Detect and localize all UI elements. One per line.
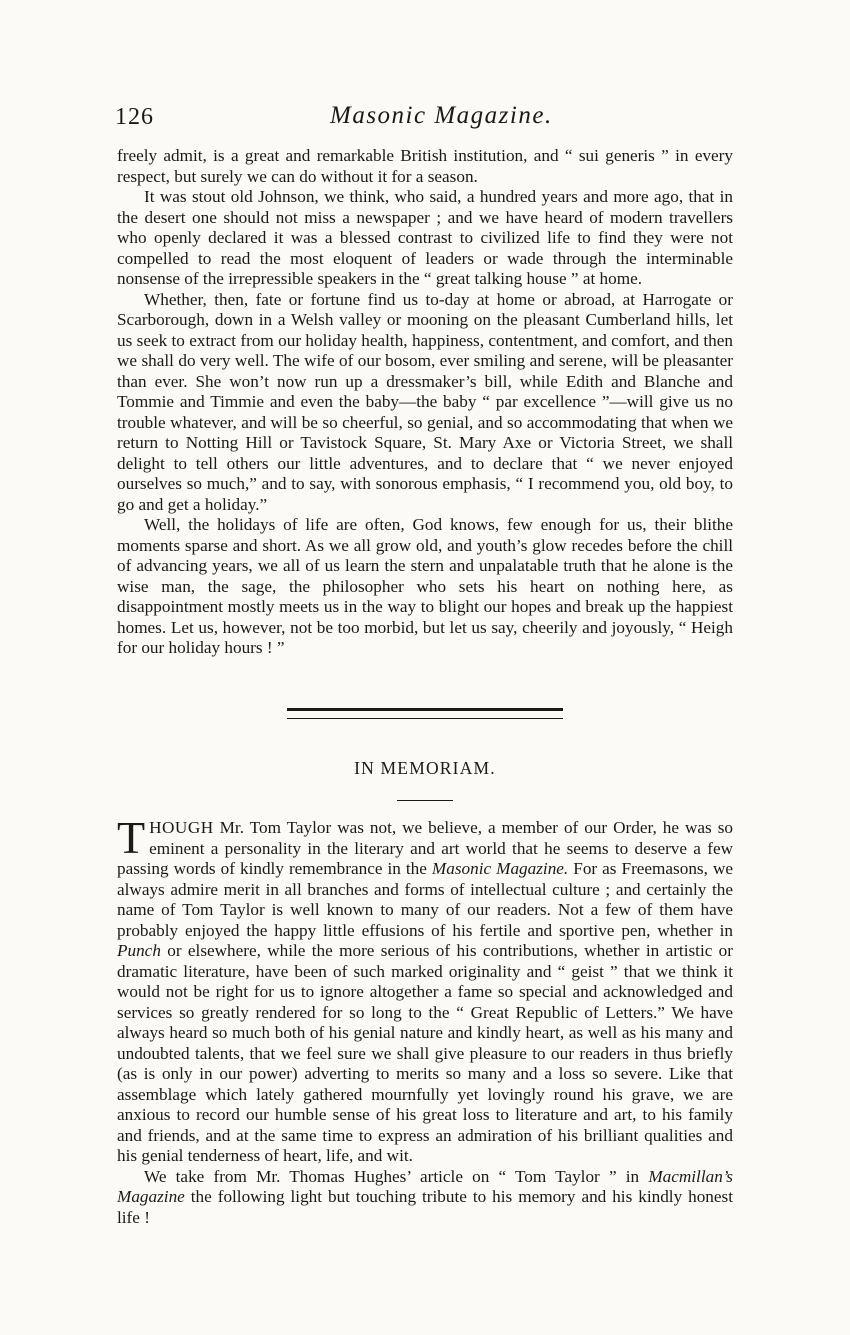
memoriam-article xyxy=(117,812,733,1228)
text-run: Mr. Tom Taylor was not, we believe, a member of our Order, he was so eminent a personality in the literary and art world that he seems to deserve a few passing words of kindly remembrance in the xyxy=(117,818,733,878)
paragraph: Whether, then, fate or fortune find us to-day at home or abroad, at Harrogate or Scarborough, down in a Welsh valley or mooning on the pleasant Cumberland hills, let us seek to extract from our holiday health, happiness, contentment, and comfort, and then we shall do very well. The wife of our bosom, ever smiling and serene, will be pleasanter than ever. She won’t now run up a dressmaker’s bill, while Edith and Blanche and Tommie and Timmie and even the baby—the baby “ par excellence ”—will give us no trouble whatever, and will be so cheerful, so genial, and so accommodating that when we return to Notting Hill or Tavistock Square, St. Mary Axe or Victoria Street, we shall delight to tell others our little adventures, and to declare that “ we never enjoyed ourselves so much,” and to say, with sonorous emphasis, “ I recommend you, old boy, to go and get a holiday.” xyxy=(117,289,733,514)
paragraph xyxy=(117,1167,733,1229)
italic-title: Macmillan’s Magazine xyxy=(117,1166,733,1206)
page-header xyxy=(115,100,735,132)
section-title: IN MEMORIAM. xyxy=(354,758,496,778)
text-run: We take from Mr. Thomas Hughes’ article on “ Tom Taylor ” in xyxy=(144,1166,649,1186)
continued-article xyxy=(117,146,733,659)
paragraph xyxy=(117,812,733,1167)
text-run: the following light but touching tribute to his memory and his kindly honest life ! xyxy=(117,1187,733,1227)
text-run: or elsewhere, while the more serious of his contributions, whether in artistic or dramatic literature, have been of such marked originality and “ geist ” that we think it would not be right for us to ignore altogether a fame so special and acknowledged and services so greatly rendered for so long to the “ Great Republic of Letters.” We have always heard so much both of his genial nature and kindly heart, as well as his many and undoubted talents, that we feel sure we shall give pleasure to our readers in thus briefly (as is only in our power) adverting to merits so many and a loss so severe. Like that assemblage which lately gathered mournfully yet lovingly round his grave, we are anxious to record our humble sense of his great loss to literature and art, to his family and friends, and at the same time to express an admiration of his brilliant qualities and his genial tenderness of heart, life, and wit. xyxy=(117,941,733,1165)
title-rule xyxy=(397,800,453,801)
running-title: Masonic Magazine. xyxy=(330,102,553,129)
page-number: 126 xyxy=(115,104,154,130)
text-run: For as Freemasons, we always admire merit in all branches and forms of intellectual culture ; and certainly the name of Tom Taylor is well known to many of our readers. Not a few of them have probably enjoyed the happy little effusions of his fertile and sportive pen, whether in xyxy=(117,859,733,940)
italic-title: Punch xyxy=(117,941,161,960)
opening-words: HOUGH xyxy=(149,818,214,837)
italic-title: Masonic Magazine. xyxy=(431,859,569,878)
paragraph: freely admit, is a great and remarkable British institution, and “ sui generis ” in every respect, but surely we can do without it for a season. xyxy=(117,146,733,186)
paragraph: It was stout old Johnson, we think, who said, a hundred years and more ago, that in the desert one should not miss a newspaper ; and we have heard of modern travellers who openly declared it was a blessed contrast to civilized life to find they were not compelled to read the most eloquent of leaders or wade through the interminable nonsense of the irrepressible speakers in the “ great talking house ” at home. xyxy=(117,187,733,288)
section-divider xyxy=(287,708,563,719)
drop-cap: T xyxy=(117,812,146,863)
paragraph: Well, the holidays of life are often, God knows, few enough for us, their blithe moments sparse and short. As we all grow old, and youth’s glow recedes before the chill of advancing years, we all of us learn the stern and unpalatable truth that he alone is the wise man, the sage, the philosopher who sets his heart on nothing here, as disappointment mostly meets us in the way to blight our hopes and break up the happiest homes. Let us, however, not be too morbid, but let us say, cheerily and joyously, “ Heigh for our holiday hours ! ” xyxy=(117,515,733,657)
